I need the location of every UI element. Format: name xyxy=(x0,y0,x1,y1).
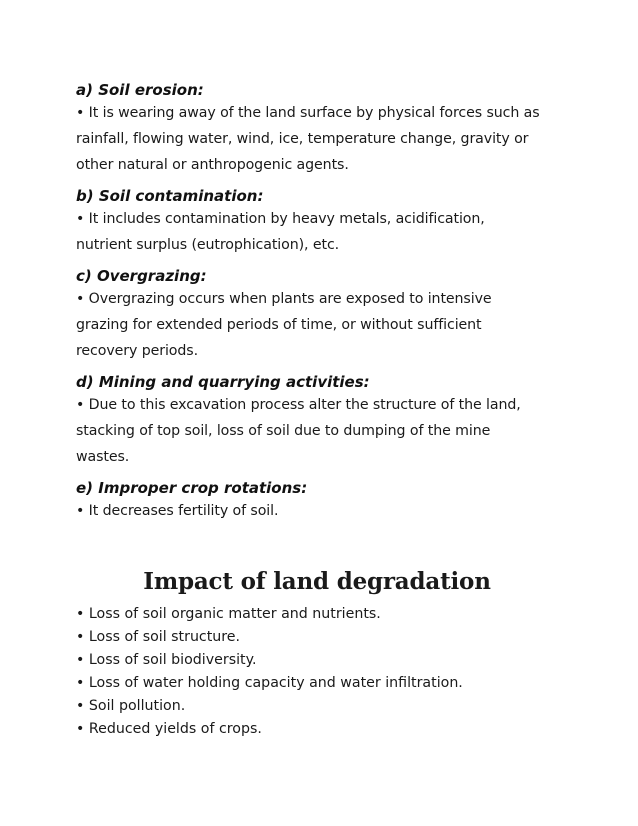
section-paragraph xyxy=(76,100,596,178)
section-paragraph xyxy=(76,286,596,364)
section-improper-crop-rotations xyxy=(76,478,596,524)
paragraph-line: stacking of top soil, loss of soil due to dumping of the mine xyxy=(76,423,491,439)
section-paragraph xyxy=(76,206,596,258)
paragraph-line: • It is wearing away of the land surface by physical forces such as xyxy=(76,105,540,121)
paragraph-line: rainfall, flowing water, wind, ice, temperature change, gravity or xyxy=(76,131,529,147)
list-item: • Reduced yields of crops. xyxy=(76,721,262,737)
section-soil-erosion xyxy=(76,80,596,178)
section-mining-quarrying xyxy=(76,372,596,470)
section-overgrazing xyxy=(76,266,596,364)
document-body xyxy=(76,80,596,532)
list-item: • Loss of soil biodiversity. xyxy=(76,652,257,668)
paragraph-line: • It includes contamination by heavy metals, acidification, xyxy=(76,211,485,227)
section-paragraph xyxy=(76,392,596,470)
paragraph-line: nutrient surplus (eutrophication), etc. xyxy=(76,237,340,253)
section-heading: e) Improper crop rotations: xyxy=(76,479,308,497)
section-soil-contamination xyxy=(76,186,596,258)
list-item: • Soil pollution. xyxy=(76,698,186,714)
impact-list xyxy=(76,603,463,741)
list-item: • Loss of water holding capacity and water infiltration. xyxy=(76,675,463,691)
paragraph-line: • Overgrazing occurs when plants are exposed to intensive xyxy=(76,291,492,307)
section-heading: d) Mining and quarrying activities: xyxy=(76,373,370,391)
list-item: • Loss of soil organic matter and nutrients. xyxy=(76,606,381,622)
paragraph-line: • Due to this excavation process alter the structure of the land, xyxy=(76,397,521,413)
paragraph-line: wastes. xyxy=(76,449,130,465)
section-paragraph xyxy=(76,498,596,524)
section-heading: c) Overgrazing: xyxy=(76,267,207,285)
paragraph-line: recovery periods. xyxy=(76,343,198,359)
paragraph-line: • It decreases fertility of soil. xyxy=(76,503,279,519)
section-heading: a) Soil erosion: xyxy=(76,81,204,99)
paragraph-line: other natural or anthropogenic agents. xyxy=(76,157,349,173)
paragraph-line: grazing for extended periods of time, or without sufficient xyxy=(76,317,482,333)
impact-heading: Impact of land degradation xyxy=(143,568,491,595)
section-heading: b) Soil contamination: xyxy=(76,187,264,205)
list-item: • Loss of soil structure. xyxy=(76,629,241,645)
